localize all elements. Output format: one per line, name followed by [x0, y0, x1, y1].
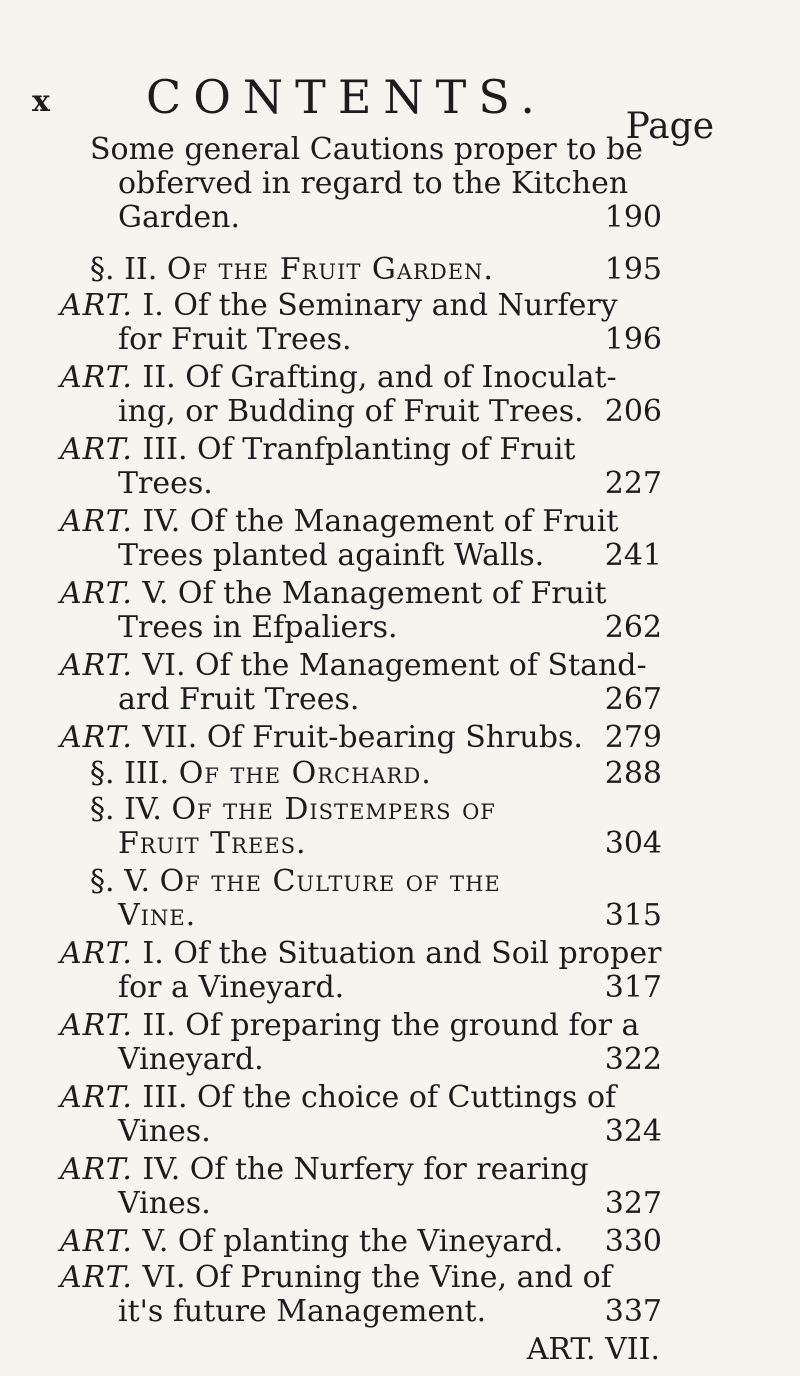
- section-number: §. V.: [90, 864, 151, 899]
- toc-page-number: 195: [604, 252, 662, 287]
- toc-page-number: 279: [604, 720, 662, 755]
- toc-entry-line: VII. Of Fruit-bearing Shrubs.: [142, 720, 583, 755]
- catchword: ART. VII.: [526, 1332, 660, 1367]
- toc-entry-line: Trees.: [118, 466, 213, 501]
- section-title: Of the Culture of the: [159, 864, 501, 899]
- toc-entry-line: for Fruit Trees.: [118, 322, 352, 357]
- section-number: §. II.: [90, 252, 158, 287]
- section-title-continued: Vine.: [118, 898, 197, 933]
- toc-entry-line: IV. Of the Management of Fruit: [142, 504, 619, 539]
- section-title: Of the Fruit Garden.: [166, 252, 494, 287]
- toc-page-number: 327: [604, 1186, 662, 1221]
- toc-page-number: 330: [604, 1224, 662, 1259]
- toc-entry-line: Garden.: [118, 200, 241, 235]
- toc-entry-line: Trees in Efpaliers.: [118, 610, 398, 645]
- running-head-title: CONTENTS.: [146, 70, 547, 124]
- toc-page-number: 262: [604, 610, 662, 645]
- toc-entry-line: Some general Cautions proper to be: [90, 132, 643, 167]
- toc-entry-line: ard Fruit Trees.: [118, 682, 360, 717]
- toc-entry-row: [60, 1224, 563, 1260]
- section-number: §. IV.: [90, 792, 162, 827]
- toc-entry-line: III. Of the choice of Cuttings of: [142, 1080, 617, 1115]
- article-label: ART.: [60, 1080, 133, 1115]
- article-label: ART.: [60, 360, 133, 395]
- article-label: ART.: [60, 288, 133, 323]
- toc-entry-line: II. Of preparing the ground for a: [142, 1008, 640, 1043]
- toc-page-number: 315: [604, 898, 662, 933]
- toc-entry-line: I. Of the Situation and Soil proper: [142, 936, 662, 971]
- toc-page-number: 317: [604, 970, 662, 1005]
- toc-entry-line: Vines.: [118, 1186, 211, 1221]
- toc-page-number: 322: [604, 1042, 662, 1077]
- section-number: §. III.: [90, 756, 170, 791]
- toc-entry-line: it's future Management.: [118, 1294, 487, 1329]
- toc-entry-line: III. Of Tranfplanting of Fruit: [142, 432, 576, 467]
- article-label: ART.: [60, 936, 133, 971]
- toc-page-number: 324: [604, 1114, 662, 1149]
- article-label: ART.: [60, 648, 133, 683]
- toc-entry-line: IV. Of the Nurfery for rearing: [142, 1152, 589, 1187]
- toc-entry-row: [60, 1152, 589, 1188]
- toc-entry-line: V. Of planting the Vineyard.: [142, 1224, 564, 1259]
- toc-page-number: 227: [604, 466, 662, 501]
- article-label: ART.: [60, 432, 133, 467]
- article-label: ART.: [60, 1260, 133, 1295]
- toc-entry-line: II. Of Grafting, and of Inoculat-: [142, 360, 617, 395]
- article-label: ART.: [60, 1224, 133, 1259]
- article-label: ART.: [60, 504, 133, 539]
- toc-entry-line: I. Of the Seminary and Nurfery: [142, 288, 618, 323]
- toc-entry-line: for a Vineyard.: [118, 970, 345, 1005]
- toc-entry-line: V. Of the Management of Fruit: [142, 576, 607, 611]
- page-column-label: Page: [625, 106, 714, 147]
- article-label: ART.: [60, 720, 133, 755]
- toc-page-number: 288: [604, 756, 662, 791]
- section-title: Of the Distempers of: [171, 792, 496, 827]
- page-folio: x: [32, 84, 50, 119]
- toc-entry-line: Trees planted againft Walls.: [118, 538, 545, 573]
- toc-page-number: 304: [604, 826, 662, 861]
- toc-entry-line: Vines.: [118, 1114, 211, 1149]
- article-label: ART.: [60, 1152, 133, 1187]
- toc-entry-row: [60, 1080, 616, 1116]
- toc-page-number: 241: [604, 538, 662, 573]
- toc-entry-line: VI. Of Pruning the Vine, and of: [142, 1260, 612, 1295]
- toc-entry-line: obferved in regard to the Kitchen: [118, 166, 629, 201]
- toc-entry-line: ing, or Budding of Fruit Trees.: [118, 394, 584, 429]
- toc-page-number: 196: [604, 322, 662, 357]
- toc-page-number: 190: [604, 200, 662, 235]
- toc-page-number: 206: [604, 394, 662, 429]
- toc-page-number: 267: [604, 682, 662, 717]
- section-title: Of the Orchard.: [178, 756, 432, 791]
- section-title-continued: Fruit Trees.: [118, 826, 307, 861]
- toc-entry-row: [60, 1260, 612, 1296]
- toc-entry-line: VI. Of the Management of Stand-: [142, 648, 647, 683]
- article-label: ART.: [60, 1008, 133, 1043]
- toc-entry-line: Vineyard.: [118, 1042, 264, 1077]
- toc-page-number: 337: [604, 1294, 662, 1329]
- article-label: ART.: [60, 576, 133, 611]
